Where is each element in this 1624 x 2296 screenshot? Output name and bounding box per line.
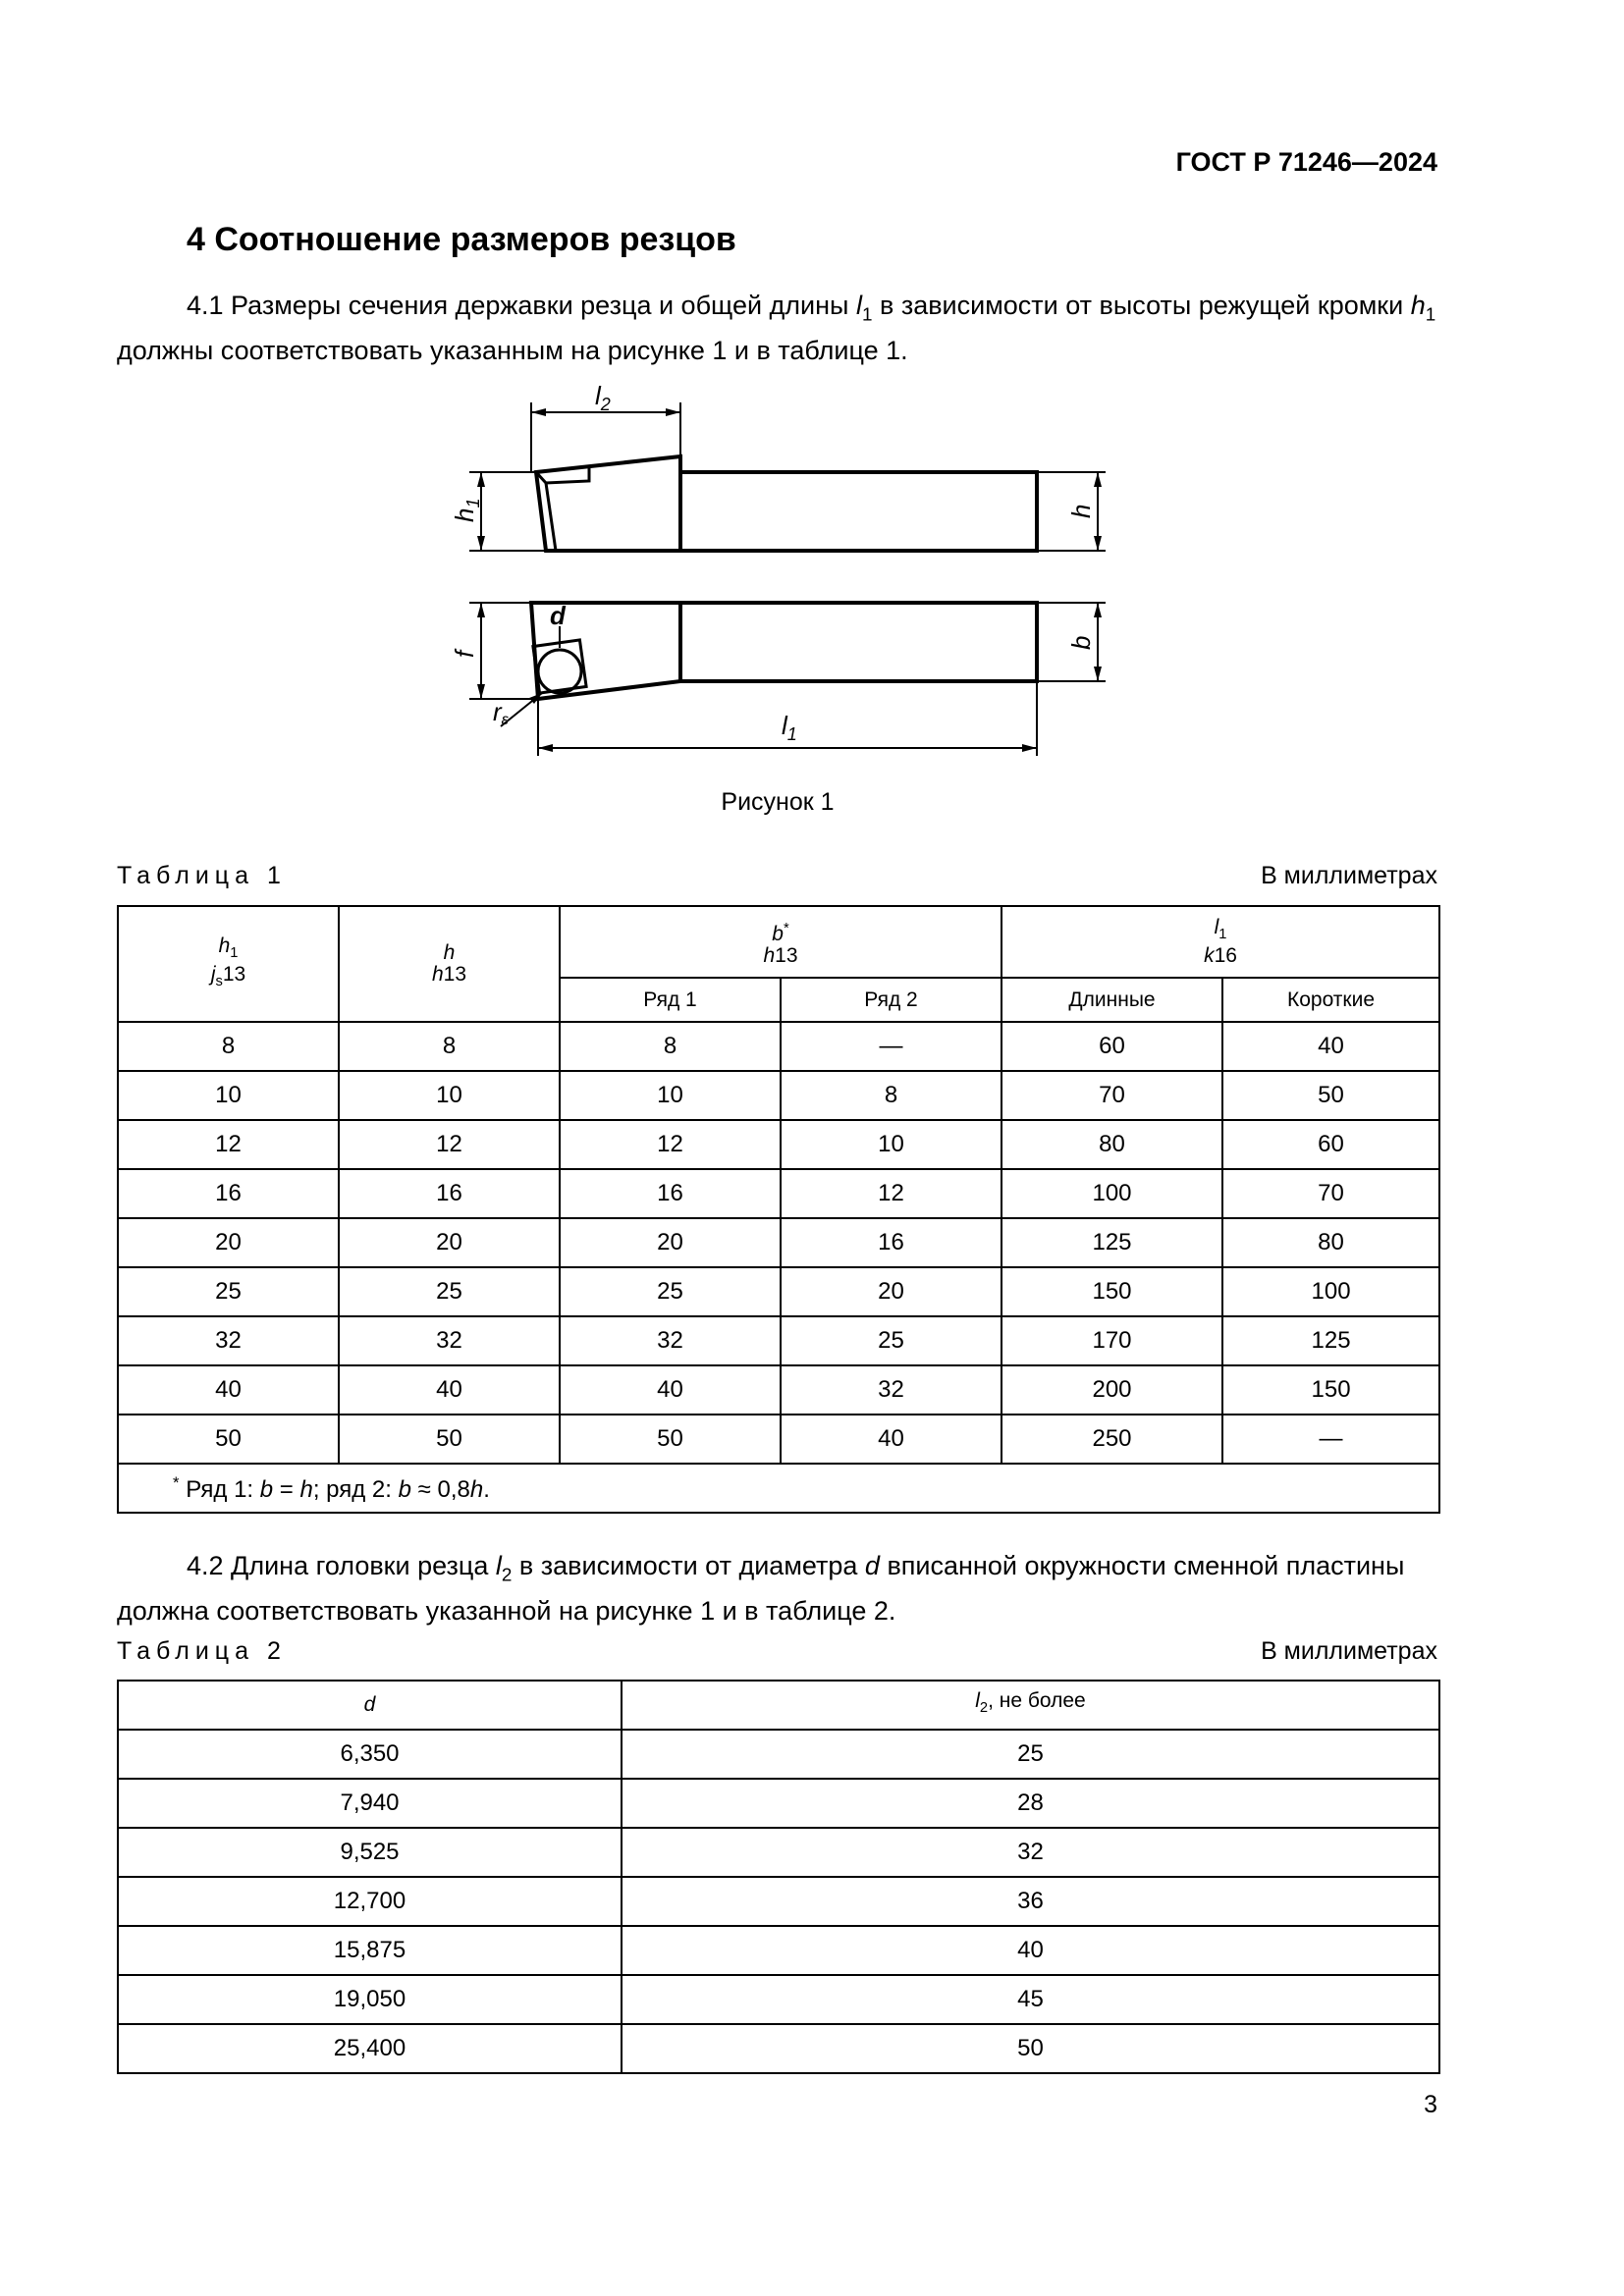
table-cell: 40: [118, 1365, 339, 1415]
fig-label-r: r: [493, 697, 502, 726]
table-cell: 12: [339, 1120, 560, 1169]
top-insert-edge: [546, 483, 556, 551]
header-h1: [118, 906, 339, 1022]
table-cell: 125: [1222, 1316, 1439, 1365]
page-number: 3: [1424, 2091, 1437, 2118]
h-tol-var: h: [431, 963, 444, 986]
table-cell: 10: [781, 1120, 1001, 1169]
b-tol: 13: [775, 943, 798, 967]
fig-label-l2-sub: 2: [600, 395, 611, 414]
table-cell: 36: [622, 1877, 1439, 1926]
table-cell: 10: [339, 1071, 560, 1120]
table-row: [118, 1926, 1439, 1975]
fig-label-r-sub: ε: [501, 712, 509, 728]
l1-tol-var: k: [1204, 944, 1215, 968]
table-row: [118, 1267, 1439, 1316]
table-cell: 150: [1222, 1365, 1439, 1415]
table-cell: 28: [622, 1779, 1439, 1828]
h-tol: 13: [443, 963, 467, 986]
table-cell: 20: [118, 1218, 339, 1267]
table-cell: 125: [1001, 1218, 1222, 1267]
h1-tol: 13: [222, 963, 246, 986]
table-cell: —: [781, 1022, 1001, 1071]
para-4-1-text-3: должны соответствовать указанным на рисунке 1 и в таблице 1.: [117, 336, 908, 366]
table-cell: 25: [781, 1316, 1001, 1365]
fig-label-h1: h: [450, 507, 479, 522]
note-var-b: b: [398, 1475, 411, 1503]
table-row: [118, 1730, 1439, 1779]
table-row: [118, 1415, 1439, 1464]
h1-sub: 1: [230, 945, 239, 961]
header-d: [118, 1681, 622, 1730]
table-cell: 20: [781, 1267, 1001, 1316]
table-cell: 80: [1001, 1120, 1222, 1169]
table-1: [117, 905, 1440, 1514]
table-cell: 250: [1001, 1415, 1222, 1464]
header-l2: [622, 1681, 1439, 1730]
table-2-label: Таблица 2: [117, 1637, 287, 1665]
table-row: [118, 1779, 1439, 1828]
figure-1-drawing: [0, 0, 1624, 785]
h1-var: h: [218, 934, 231, 957]
table-1-footnote: [118, 1464, 1439, 1513]
h1-tol-sub: s: [215, 974, 223, 990]
table-cell: 40: [1222, 1022, 1439, 1071]
table-2-units: В миллиметрах: [1261, 1637, 1437, 1665]
table-cell: 32: [339, 1316, 560, 1365]
note-text-2: =: [273, 1475, 300, 1503]
table-cell: —: [1222, 1415, 1439, 1464]
table-cell: 32: [781, 1365, 1001, 1415]
table-cell: 7,940: [118, 1779, 622, 1828]
para-4-2-text-1: 4.2 Длина головки резца: [187, 1551, 496, 1580]
header-l1: [1001, 906, 1439, 978]
table-row: [118, 1120, 1439, 1169]
table-row: [118, 1316, 1439, 1365]
table-cell: 12: [781, 1169, 1001, 1218]
table-cell: 50: [1222, 1071, 1439, 1120]
b-var: b: [772, 922, 784, 945]
table-cell: 40: [339, 1365, 560, 1415]
table-cell: 25,400: [118, 2024, 622, 2073]
table-cell: 10: [118, 1071, 339, 1120]
header-short: Короткие: [1222, 978, 1439, 1022]
table-cell: 60: [1001, 1022, 1222, 1071]
svg-text:h1: [450, 499, 483, 522]
para-4-2-text-3: вписанной окружности сменной пластины должна соответствовать указанной на рисунке 1 и в таблице 2.: [117, 1551, 1405, 1627]
table-cell: 32: [118, 1316, 339, 1365]
table-cell: 150: [1001, 1267, 1222, 1316]
var-l: l: [495, 1551, 502, 1580]
header-row-2: Ряд 2: [781, 978, 1001, 1022]
sub-1: 1: [1425, 304, 1436, 326]
note-text-4: ≈ 0,8: [410, 1475, 470, 1503]
table-cell: 16: [339, 1169, 560, 1218]
para-4-2-text-2: в зависимости от диаметра: [512, 1551, 865, 1580]
note-text-5: .: [483, 1475, 490, 1503]
table-cell: 32: [622, 1828, 1439, 1877]
table-cell: 8: [339, 1022, 560, 1071]
var-d: d: [864, 1551, 880, 1580]
para-4-1-text-2: в зависимости от высоты режущей кромки: [872, 291, 1411, 320]
fig-label-l2: l: [595, 381, 601, 410]
table-cell: 16: [560, 1169, 781, 1218]
table-row: [118, 1975, 1439, 2024]
table-cell: 8: [118, 1022, 339, 1071]
table-cell: 25: [560, 1267, 781, 1316]
b-footnote-mark: *: [783, 920, 789, 936]
header-b: [560, 906, 1001, 978]
b-tol-var: h: [763, 943, 776, 967]
svg-text:l1: [782, 711, 797, 744]
table-cell: 12: [118, 1120, 339, 1169]
table-cell: 40: [622, 1926, 1439, 1975]
header-h: [339, 906, 560, 1022]
l2-text: , не более: [988, 1689, 1086, 1713]
l1-var: l: [1214, 915, 1219, 938]
table-cell: 20: [339, 1218, 560, 1267]
sub-2: 2: [501, 1565, 513, 1586]
note-var-b: b: [259, 1475, 274, 1503]
table-row: [118, 1071, 1439, 1120]
table-cell: 200: [1001, 1365, 1222, 1415]
h1-tol-var: j: [210, 963, 216, 986]
table-cell: 9,525: [118, 1828, 622, 1877]
h-var: h: [443, 941, 456, 964]
table-cell: 19,050: [118, 1975, 622, 2024]
note-text-3: ; ряд 2:: [312, 1475, 399, 1503]
table-cell: 8: [781, 1071, 1001, 1120]
table-2: [117, 1680, 1440, 2074]
table-cell: 40: [560, 1365, 781, 1415]
l2-sub: 2: [979, 1700, 989, 1717]
table-cell: 45: [622, 1975, 1439, 2024]
table-cell: 40: [781, 1415, 1001, 1464]
footnote-mark: *: [173, 1472, 180, 1492]
table-cell: 70: [1222, 1169, 1439, 1218]
table-cell: 16: [118, 1169, 339, 1218]
table-row: [118, 1877, 1439, 1926]
table-cell: 20: [560, 1218, 781, 1267]
fig-label-f: f: [450, 650, 479, 658]
d-var: d: [363, 1693, 376, 1716]
table-cell: 8: [560, 1022, 781, 1071]
table-1-label: Таблица 1: [117, 862, 287, 889]
table-cell: 10: [560, 1071, 781, 1120]
table-cell: 100: [1222, 1267, 1439, 1316]
para-4-1-text-1: 4.1 Размеры сечения державки резца и общей длины: [187, 291, 856, 320]
fig-label-l1-sub: 1: [786, 724, 797, 744]
table-cell: 70: [1001, 1071, 1222, 1120]
paragraph-4-2: [117, 1548, 1438, 1629]
table-row: [118, 1022, 1439, 1071]
inscribed-circle: [538, 650, 581, 693]
note-var-h: h: [469, 1475, 484, 1503]
fig-label-l1: l: [782, 711, 787, 740]
var-h: h: [1410, 291, 1426, 320]
top-holder-body: [680, 472, 1037, 551]
table-row: [118, 1365, 1439, 1415]
table-cell: 16: [781, 1218, 1001, 1267]
table-cell: 12,700: [118, 1877, 622, 1926]
table-cell: 25: [622, 1730, 1439, 1779]
table-cell: 100: [1001, 1169, 1222, 1218]
fig-label-d: d: [550, 601, 566, 630]
table-cell: 60: [1222, 1120, 1439, 1169]
table-cell: 50: [560, 1415, 781, 1464]
l2-var: l: [975, 1689, 980, 1713]
table-cell: 50: [339, 1415, 560, 1464]
table-row: [118, 1828, 1439, 1877]
table-cell: 32: [560, 1316, 781, 1365]
table-row: [118, 1218, 1439, 1267]
fig-label-b: b: [1066, 635, 1096, 650]
header-long: Длинные: [1001, 978, 1222, 1022]
table-cell: 6,350: [118, 1730, 622, 1779]
var-l: l: [855, 291, 862, 320]
bottom-holder-body: [680, 603, 1037, 681]
svg-text:l2: [595, 381, 611, 414]
bottom-insert: [533, 640, 586, 693]
fig-label-h1-sub: 1: [463, 498, 483, 508]
l1-tol: 16: [1214, 944, 1237, 968]
svg-text:rε: [493, 697, 510, 728]
table-cell: 80: [1222, 1218, 1439, 1267]
sub-1: 1: [861, 304, 873, 326]
table-cell: 15,875: [118, 1926, 622, 1975]
table-1-units: В миллиметрах: [1261, 862, 1437, 889]
note-text-1: Ряд 1:: [179, 1475, 260, 1503]
table-cell: 25: [118, 1267, 339, 1316]
header-row-1: Ряд 1: [560, 978, 781, 1022]
document-code: ГОСТ Р 71246—2024: [1175, 147, 1437, 177]
l1-sub: 1: [1218, 927, 1227, 943]
fig-label-h: h: [1066, 504, 1096, 518]
table-row: [118, 1169, 1439, 1218]
figure-caption: Рисунок 1: [721, 788, 835, 816]
note-var-h: h: [299, 1475, 313, 1503]
table-cell: 50: [118, 1415, 339, 1464]
table-cell: 50: [622, 2024, 1439, 2073]
section-title: 4 Соотношение размеров резцов: [187, 221, 736, 258]
table-cell: 12: [560, 1120, 781, 1169]
table-cell: 25: [339, 1267, 560, 1316]
table-row: [118, 2024, 1439, 2073]
table-cell: 170: [1001, 1316, 1222, 1365]
